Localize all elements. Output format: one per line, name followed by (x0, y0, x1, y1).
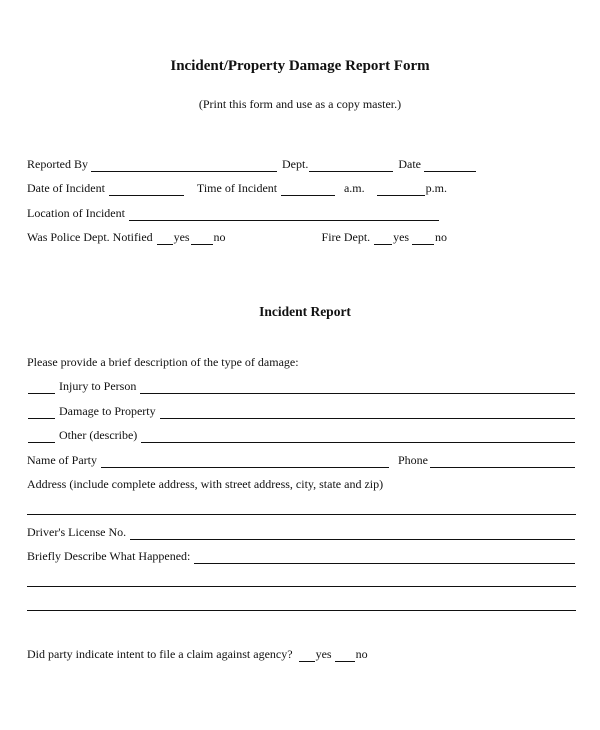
date-field[interactable] (424, 159, 476, 172)
describe-line-3[interactable] (27, 610, 576, 611)
license-field[interactable] (130, 527, 575, 540)
pm-label: p.m. (425, 181, 448, 195)
license-label: Driver's License No. (27, 525, 127, 539)
property-row (27, 403, 576, 419)
time-am-field[interactable] (281, 183, 335, 196)
injury-check-field[interactable] (28, 381, 55, 394)
date-of-incident-row (27, 180, 447, 196)
address-row (27, 476, 383, 492)
other-label: Other (describe) (59, 428, 138, 442)
reported-by-label: Reported By (27, 157, 88, 171)
location-row (27, 205, 440, 221)
claim-yes-label: yes (315, 647, 332, 661)
fire-no-label: no (435, 230, 447, 244)
claim-row (27, 646, 368, 662)
claim-question: Did party indicate intent to file a claim against agency? (27, 647, 293, 661)
form-subtitle: (Print this form and use as a copy master.) (198, 97, 402, 111)
description-prompt-row (27, 354, 299, 370)
date-label: Date (398, 157, 421, 171)
dept-label: Dept. (282, 157, 309, 171)
describe-field[interactable] (194, 551, 575, 564)
address-label: Address (include complete address, with street address, city, state and zip) (27, 477, 384, 491)
describe-label: Briefly Describe What Happened: (27, 549, 191, 563)
property-label: Damage to Property (59, 404, 156, 418)
date-of-incident-field[interactable] (109, 183, 184, 196)
describe-row (27, 548, 576, 564)
reported-by-field[interactable] (91, 159, 277, 172)
notified-row (27, 229, 447, 245)
police-yes-label: yes (173, 230, 190, 244)
address-field[interactable] (27, 514, 576, 515)
property-check-field[interactable] (28, 406, 55, 419)
property-field[interactable] (160, 406, 575, 419)
injury-field[interactable] (140, 381, 575, 394)
location-field[interactable] (129, 208, 439, 221)
location-label: Location of Incident (27, 206, 125, 220)
police-no-field[interactable] (191, 232, 213, 245)
police-label: Was Police Dept. Notified (27, 230, 153, 244)
license-row (27, 524, 576, 540)
name-of-party-field[interactable] (101, 455, 389, 468)
police-no-label: no (213, 230, 226, 244)
am-label: a.m. (343, 181, 365, 195)
name-of-party-label: Name of Party (27, 453, 97, 467)
date-of-incident-label: Date of Incident (27, 181, 105, 195)
other-row (27, 427, 576, 443)
injury-row (27, 378, 576, 394)
other-field[interactable] (141, 430, 575, 443)
claim-no-label: no (355, 647, 368, 661)
injury-label: Injury to Person (59, 379, 137, 393)
incident-report-title: Incident Report (259, 304, 351, 319)
phone-field[interactable] (430, 455, 575, 468)
phone-label: Phone (397, 453, 428, 467)
description-prompt: Please provide a brief description of the type of damage: (27, 355, 299, 369)
other-check-field[interactable] (28, 430, 55, 443)
fire-yes-label: yes (393, 230, 410, 244)
fire-no-field[interactable] (412, 232, 434, 245)
dept-field[interactable] (309, 159, 393, 172)
reported-by-row (27, 156, 497, 172)
fire-label: Fire Dept. (321, 230, 371, 244)
form-title: Incident/Property Damage Report Form (170, 58, 430, 74)
name-of-party-row (27, 452, 576, 468)
claim-yes-field[interactable] (299, 649, 315, 662)
fire-yes-field[interactable] (374, 232, 392, 245)
time-pm-field[interactable] (377, 183, 425, 196)
describe-line-2[interactable] (27, 586, 576, 587)
police-yes-field[interactable] (157, 232, 173, 245)
claim-no-field[interactable] (335, 649, 355, 662)
time-of-incident-label: Time of Incident (196, 181, 278, 195)
